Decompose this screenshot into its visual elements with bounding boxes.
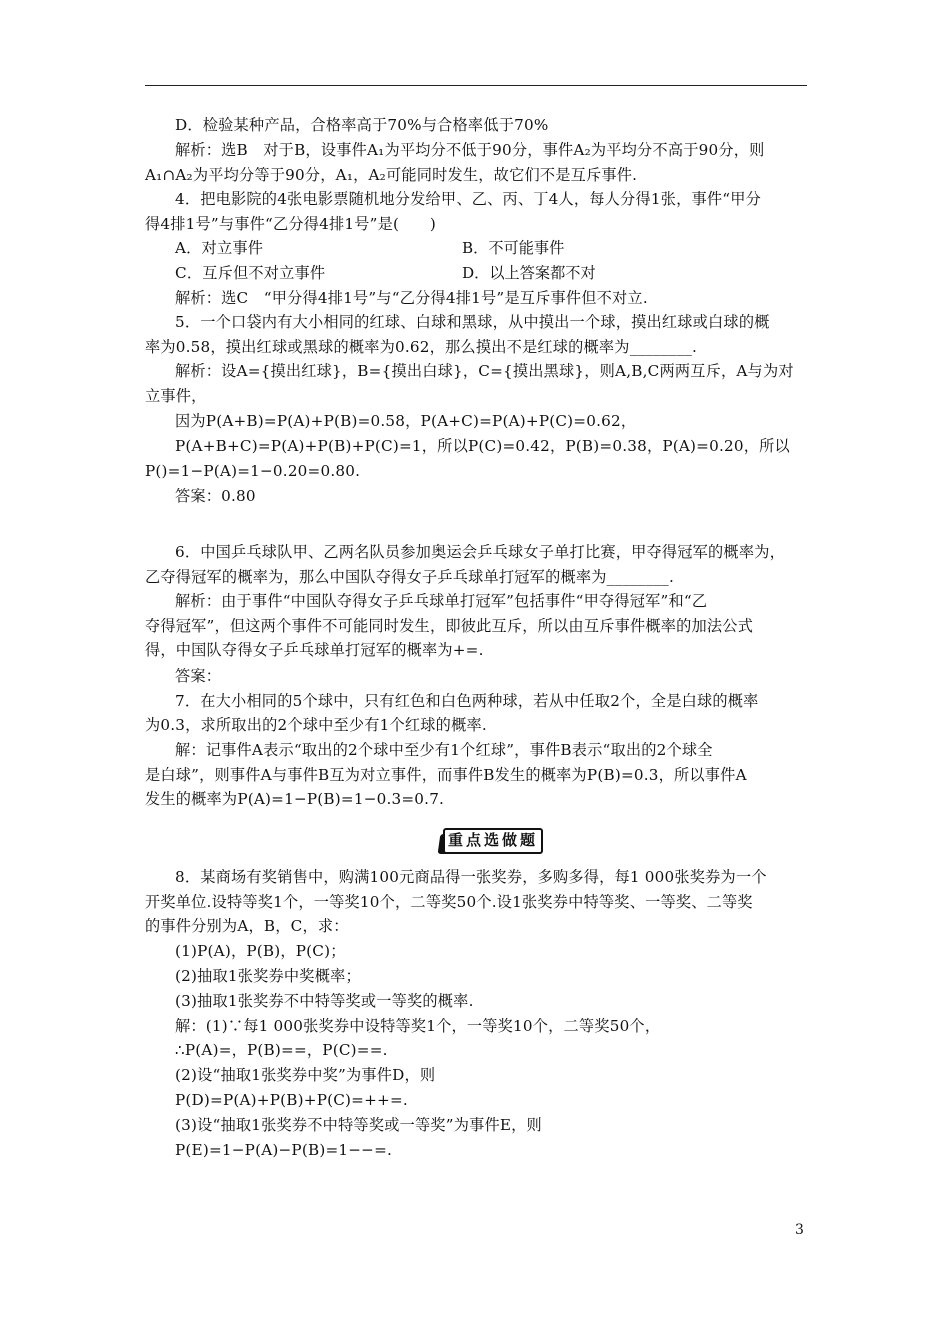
- text-line: C．互斥但不对立事件: [175, 264, 326, 282]
- text-line: 发生的概率为P(A)=1−P(B)=1−0.3=0.7.: [145, 790, 445, 808]
- text-line: (3)抽取1张奖券不中特等奖或一等奖的概率.: [175, 992, 474, 1010]
- text-line: (1)P(A)，P(B)，P(C)；: [175, 942, 346, 960]
- text-line: 7．在大小相同的5个球中，只有红色和白色两种球，若从中任取2个，全是白球的概率: [175, 692, 759, 710]
- option-right-column: D．以上答案都不对: [462, 264, 596, 282]
- page-number: 3: [795, 1222, 804, 1238]
- text-line: 答案：0.80: [175, 487, 256, 505]
- text-line: P(D)=P(A)+P(B)+P(C)=++=.: [175, 1091, 408, 1109]
- text-line: 8．某商场有奖销售中，购满100元商品得一张奖券，多购多得，每1 000张奖券为一个: [175, 868, 767, 886]
- option-right-column: B．不可能事件: [462, 239, 565, 257]
- text-line: A．对立事件: [175, 239, 264, 257]
- text-line: 解析：选C “甲分得4排1号”与“乙分得4排1号”是互斥事件但不对立.: [175, 289, 648, 307]
- text-line: (2)设“抽取1张奖券中奖”为事件D，则: [175, 1066, 436, 1084]
- text-line: 解析：由于事件“中国队夺得女子乒乓球单打冠军”包括事件“甲夺得冠军”和“乙: [175, 592, 708, 610]
- text-line: 立事件，: [145, 387, 207, 405]
- text-line: (3)设“抽取1张奖券不中特等奖或一等奖”为事件E，则: [175, 1116, 542, 1134]
- text-line: 解析：设A={摸出红球}，B={摸出白球}，C={摸出黑球}，则A,B,C两两互斥，A与为对: [175, 362, 794, 380]
- text-line: 夺得冠军”，但这两个事件不可能同时发生，即彼此互斥，所以由互斥事件概率的加法公式: [145, 617, 754, 635]
- text-line: 因为P(A+B)=P(A)+P(B)=0.58，P(A+C)=P(A)+P(C)=0.62，: [175, 412, 637, 430]
- text-line: 率为0.58，摸出红球或黑球的概率为0.62，那么摸出不是红球的概率为________.: [145, 338, 698, 356]
- text-line: 开奖单位.设特等奖1个，一等奖10个，二等奖50个.设1张奖券中特等奖、一等奖、二等奖: [145, 893, 753, 911]
- text-line: 得4排1号”与事件“乙分得4排1号”是( ): [145, 215, 437, 233]
- section-badge: [439, 826, 543, 858]
- text-line: 是白球”，则事件A与事件B互为对立事件，而事件B发生的概率为P(B)=0.3，所以事件A: [145, 766, 747, 784]
- text-line: 解：(1)∵每1 000张奖券中设特等奖1个，一等奖10个，二等奖50个，: [175, 1017, 661, 1035]
- text-line: P()=1−P(A)=1−0.20=0.80.: [145, 462, 361, 480]
- text-line: 解：记事件A表示“取出的2个球中至少有1个红球”，事件B表示“取出的2个球全: [175, 741, 713, 759]
- text-line: 为0.3，求所取出的2个球中至少有1个红球的概率.: [145, 716, 487, 734]
- text-line: P(A+B+C)=P(A)+P(B)+P(C)=1，所以P(C)=0.42，P(B)=0.38，P(A)=0.20，所以: [175, 437, 790, 455]
- text-line: P(E)=1−P(A)−P(B)=1−−=.: [175, 1141, 393, 1159]
- text-line: 的事件分别为A，B，C，求：: [145, 917, 349, 935]
- text-line: 答案：: [175, 667, 222, 685]
- text-line: 4．把电影院的4张电影票随机地分发给甲、乙、丙、丁4人，每人分得1张，事件“甲分: [175, 190, 761, 208]
- text-line: 得，中国队夺得女子乒乓球单打冠军的概率为+=.: [145, 641, 484, 659]
- text-line: 6．中国乒乓球队甲、乙两名队员参加奥运会乒乓球女子单打比赛，甲夺得冠军的概率为，: [175, 543, 785, 561]
- text-line: 5．一个口袋内有大小相同的红球、白球和黑球，从中摸出一个球，摸出红球或白球的概: [175, 313, 770, 331]
- text-line: D．检验某种产品，合格率高于70%与合格率低于70%: [175, 116, 549, 134]
- text-line: ∴P(A)=，P(B)==，P(C)==.: [175, 1041, 388, 1059]
- text-line: (2)抽取1张奖券中奖概率；: [175, 967, 361, 985]
- badge-label: 重点选做题: [447, 831, 538, 849]
- text-line: A₁∩A₂为平均分等于90分，A₁，A₂可能同时发生，故它们不是互斥事件.: [145, 166, 638, 184]
- header-rule: [145, 85, 807, 86]
- text-line: 乙夺得冠军的概率为，那么中国队夺得女子乒乓球单打冠军的概率为________.: [145, 568, 675, 586]
- text-line: 解析：选B 对于B，设事件A₁为平均分不低于90分，事件A₂为平均分不高于90分，则: [175, 141, 765, 159]
